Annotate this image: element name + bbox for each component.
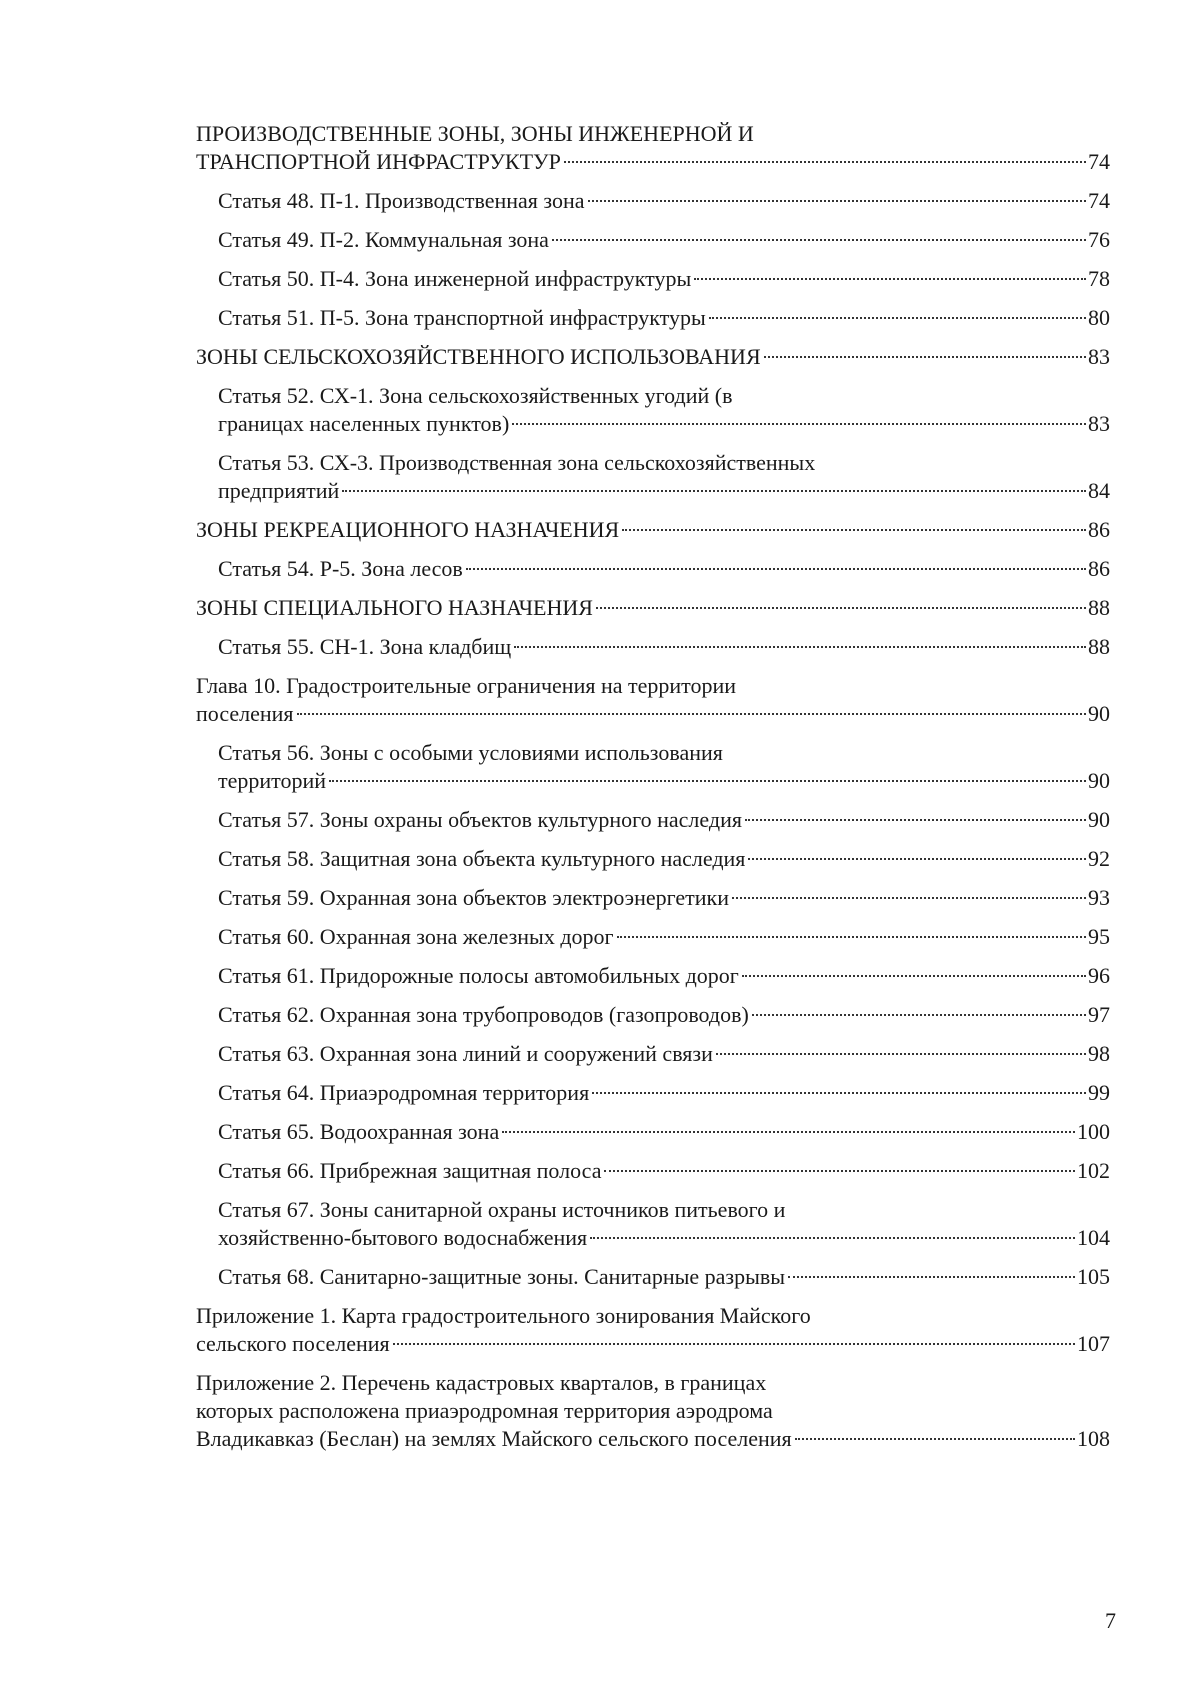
- toc-entry-title-line: предприятий: [218, 478, 340, 503]
- dot-leader: [732, 897, 1086, 899]
- toc-article-entry: [218, 845, 1110, 873]
- toc-article-entry: [218, 1040, 1110, 1068]
- dot-leader: [788, 1276, 1075, 1278]
- toc-entry-title-line: ЗОНЫ РЕКРЕАЦИОННОГО НАЗНАЧЕНИЯ: [196, 517, 620, 542]
- toc-entry-title-line: ЗОНЫ СПЕЦИАЛЬНОГО НАЗНАЧЕНИЯ: [196, 595, 593, 620]
- toc-entry-row: [218, 633, 1110, 661]
- toc-entry-title-line: Статья 59. Охранная зона объектов электроэнергетики: [218, 885, 729, 910]
- toc-article-entry: [218, 449, 1110, 505]
- toc-article-entry: [218, 739, 1110, 795]
- toc-page-number: 105: [1077, 1264, 1110, 1289]
- toc-page-number: 100: [1077, 1119, 1110, 1144]
- toc-page-number: 108: [1077, 1426, 1110, 1451]
- toc-page-number: 95: [1088, 924, 1110, 949]
- dot-leader: [604, 1170, 1075, 1172]
- toc-entry-title-line: Статья 48. П-1. Производственная зона: [218, 188, 585, 213]
- toc-entry-row: [218, 1157, 1110, 1185]
- dot-leader: [709, 317, 1086, 319]
- toc-page-number: 74: [1088, 149, 1110, 174]
- toc-entry-row: [218, 1263, 1110, 1291]
- toc-page-number: 88: [1088, 595, 1110, 620]
- toc-page-number: 90: [1088, 701, 1110, 726]
- toc-entry-title-line: Статья 64. Приаэродромная территория: [218, 1080, 590, 1105]
- toc-section-entry: [196, 516, 1110, 544]
- toc-article-entry: [218, 226, 1110, 254]
- toc-page-number: 102: [1077, 1158, 1110, 1183]
- toc-entry-title-line: Статья 63. Охранная зона линий и сооружений связи: [218, 1041, 713, 1066]
- dot-leader: [622, 529, 1086, 531]
- toc-entry-title-line: Статья 57. Зоны охраны объектов культурного наследия: [218, 807, 742, 832]
- toc-entry-title-line: Статья 55. СН-1. Зона кладбищ: [218, 634, 512, 659]
- toc-page-number: 74: [1088, 188, 1110, 213]
- toc-page-number: 97: [1088, 1002, 1110, 1027]
- toc-entry-row: [218, 226, 1110, 254]
- toc-entry-row: [196, 700, 1110, 728]
- toc-entry-row: [218, 767, 1110, 795]
- dot-leader: [329, 780, 1086, 782]
- toc-entry-title-line: Статья 66. Прибрежная защитная полоса: [218, 1158, 602, 1183]
- toc-entry-title-line: Статья 67. Зоны санитарной охраны источников питьевого и: [218, 1197, 786, 1222]
- toc-article-entry: [218, 923, 1110, 951]
- toc-section-entry: [196, 672, 1110, 728]
- toc-entry-row: [218, 1001, 1110, 1029]
- toc-entry-row: [196, 516, 1110, 544]
- toc-article-entry: [218, 1196, 1110, 1252]
- dot-leader: [764, 356, 1086, 358]
- toc-article-entry: [218, 555, 1110, 583]
- dot-leader: [795, 1438, 1075, 1440]
- toc-article-entry: [218, 1118, 1110, 1146]
- dot-leader: [514, 646, 1086, 648]
- toc-page-number: 86: [1088, 556, 1110, 581]
- toc-article-entry: [218, 884, 1110, 912]
- table-of-contents: [196, 120, 1110, 1464]
- toc-article-entry: [218, 1157, 1110, 1185]
- toc-article-entry: [218, 382, 1110, 438]
- toc-article-entry: [218, 265, 1110, 293]
- toc-entry-title-line: границах населенных пунктов): [218, 411, 510, 436]
- toc-article-entry: [218, 1263, 1110, 1291]
- toc-entry-row: [196, 148, 1110, 176]
- toc-entry-row: [218, 265, 1110, 293]
- dot-leader: [588, 200, 1086, 202]
- toc-page-number: 80: [1088, 305, 1110, 330]
- toc-entry-title-line: Статья 68. Санитарно-защитные зоны. Санитарные разрывы: [218, 1264, 786, 1289]
- toc-article-entry: [218, 806, 1110, 834]
- toc-entry-title-line: которых расположена приаэродромная территория аэродрома: [196, 1398, 773, 1423]
- toc-entry-row: [218, 806, 1110, 834]
- toc-entry-title-line: Статья 62. Охранная зона трубопроводов (газопроводов): [218, 1002, 749, 1027]
- toc-entry-title-line: Статья 65. Водоохранная зона: [218, 1119, 500, 1144]
- toc-page-number: 90: [1088, 807, 1110, 832]
- toc-page-number: 88: [1088, 634, 1110, 659]
- toc-page-number: 76: [1088, 227, 1110, 252]
- toc-entry-title-line: территорий: [218, 768, 327, 793]
- dot-leader: [297, 713, 1086, 715]
- toc-page-number: 84: [1088, 478, 1110, 503]
- toc-entry-title-line: Приложение 2. Перечень кадастровых кварталов, в границах: [196, 1370, 767, 1395]
- toc-entry-row: [218, 884, 1110, 912]
- toc-entry-title-line: хозяйственно-бытового водоснабжения: [218, 1225, 588, 1250]
- toc-entry-title-line: Статья 60. Охранная зона железных дорог: [218, 924, 614, 949]
- toc-page-number: 96: [1088, 963, 1110, 988]
- toc-entry-title-line: Статья 53. СХ-3. Производственная зона сельскохозяйственных: [218, 450, 816, 475]
- dot-leader: [466, 568, 1086, 570]
- toc-entry-title-line: ЗОНЫ СЕЛЬСКОХОЗЯЙСТВЕННОГО ИСПОЛЬЗОВАНИЯ: [196, 344, 761, 369]
- dot-leader: [694, 278, 1086, 280]
- toc-section-entry: [196, 594, 1110, 622]
- dot-leader: [596, 607, 1086, 609]
- toc-article-entry: [218, 962, 1110, 990]
- toc-entry-row: [218, 1040, 1110, 1068]
- toc-entry-title-line: Статья 56. Зоны с особыми условиями использования: [218, 740, 723, 765]
- dot-leader: [564, 161, 1086, 163]
- dot-leader: [716, 1053, 1086, 1055]
- toc-page-number: 98: [1088, 1041, 1110, 1066]
- toc-entry-row: [218, 923, 1110, 951]
- page-number: 7: [1105, 1608, 1116, 1633]
- toc-entry-title-line: Приложение 1. Карта градостроительного зонирования Майского: [196, 1303, 811, 1328]
- toc-entry-title-line: Статья 61. Придорожные полосы автомобильных дорог: [218, 963, 739, 988]
- toc-entry-title-line: сельского поселения: [196, 1331, 390, 1356]
- toc-entry-row: [196, 594, 1110, 622]
- toc-entry-row: [218, 477, 1110, 505]
- dot-leader: [393, 1343, 1075, 1345]
- toc-entry-title-line: Глава 10. Градостроительные ограничения на территории: [196, 673, 737, 698]
- toc-section-entry: [196, 120, 1110, 176]
- dot-leader: [748, 858, 1086, 860]
- toc-article-entry: [218, 304, 1110, 332]
- toc-entry-row: [218, 1224, 1110, 1252]
- toc-entry-title-line: Статья 49. П-2. Коммунальная зона: [218, 227, 549, 252]
- dot-leader: [590, 1237, 1075, 1239]
- toc-article-entry: [218, 1001, 1110, 1029]
- dot-leader: [342, 490, 1086, 492]
- dot-leader: [745, 819, 1086, 821]
- toc-article-entry: [218, 633, 1110, 661]
- toc-article-entry: [218, 187, 1110, 215]
- dot-leader: [752, 1014, 1086, 1016]
- toc-page-number: 92: [1088, 846, 1110, 871]
- dot-leader: [742, 975, 1086, 977]
- toc-entry-title-line: поселения: [196, 701, 294, 726]
- dot-leader: [592, 1092, 1086, 1094]
- toc-entry-row: [196, 1330, 1110, 1358]
- toc-entry-title-line: Статья 54. Р-5. Зона лесов: [218, 556, 463, 581]
- toc-entry-title-line: Владикавказ (Беслан) на землях Майского сельского поселения: [196, 1426, 792, 1451]
- dot-leader: [512, 423, 1086, 425]
- toc-entry-row: [218, 410, 1110, 438]
- toc-entry-title-line: Статья 50. П-4. Зона инженерной инфраструктуры: [218, 266, 692, 291]
- toc-page-number: 83: [1088, 411, 1110, 436]
- toc-section-entry: [196, 1369, 1110, 1453]
- toc-entry-title-line: Статья 58. Защитная зона объекта культурного наследия: [218, 846, 746, 871]
- toc-entry-title-line: Статья 51. П-5. Зона транспортной инфраструктуры: [218, 305, 706, 330]
- toc-page-number: 107: [1077, 1331, 1110, 1356]
- toc-entry-row: [218, 845, 1110, 873]
- toc-article-entry: [218, 1079, 1110, 1107]
- toc-page-number: 104: [1077, 1225, 1110, 1250]
- toc-entry-row: [218, 962, 1110, 990]
- toc-section-entry: [196, 343, 1110, 371]
- toc-page-number: 99: [1088, 1080, 1110, 1105]
- dot-leader: [617, 936, 1086, 938]
- toc-entry-row: [196, 1425, 1110, 1453]
- toc-page-number: 83: [1088, 344, 1110, 369]
- toc-entry-title-line: Статья 52. СХ-1. Зона сельскохозяйственных угодий (в: [218, 383, 733, 408]
- toc-entry-row: [196, 343, 1110, 371]
- toc-entry-row: [218, 555, 1110, 583]
- toc-page-number: 90: [1088, 768, 1110, 793]
- toc-section-entry: [196, 1302, 1110, 1358]
- toc-entry-title-line: ПРОИЗВОДСТВЕННЫЕ ЗОНЫ, ЗОНЫ ИНЖЕНЕРНОЙ И: [196, 121, 754, 146]
- toc-entry-row: [218, 1079, 1110, 1107]
- toc-page-number: 86: [1088, 517, 1110, 542]
- toc-entry-title-line: ТРАНСПОРТНОЙ ИНФРАСТРУКТУР: [196, 149, 561, 174]
- toc-entry-row: [218, 187, 1110, 215]
- dot-leader: [502, 1131, 1075, 1133]
- toc-entry-row: [218, 1118, 1110, 1146]
- dot-leader: [552, 239, 1086, 241]
- toc-entry-row: [218, 304, 1110, 332]
- toc-page-number: 78: [1088, 266, 1110, 291]
- toc-page-number: 93: [1088, 885, 1110, 910]
